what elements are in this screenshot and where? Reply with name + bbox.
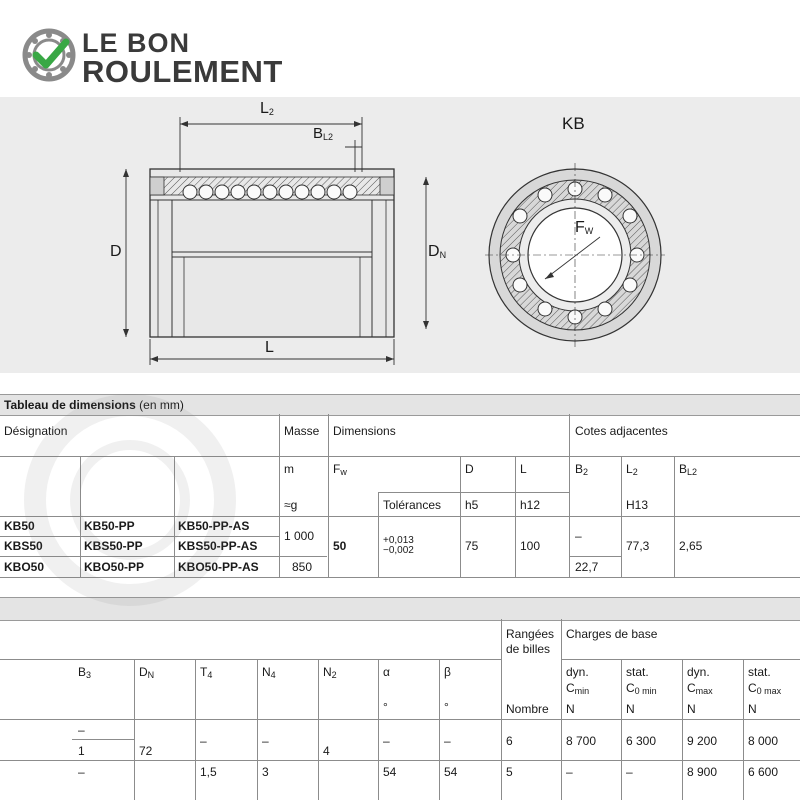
table-cell: – — [626, 765, 633, 779]
table-cell: 1 — [78, 744, 85, 758]
unit-h13: H13 — [626, 498, 649, 512]
table-cell: +0,013 — [383, 535, 414, 546]
col-dyn-min: dyn. — [566, 665, 589, 679]
table-cell: KBS50-PP-AS — [178, 539, 258, 553]
unit-g: ≈g — [284, 498, 298, 512]
unit-n: N — [748, 702, 757, 716]
table-cell: KBO50 — [4, 560, 45, 574]
col-dyn-max: dyn. — [687, 665, 710, 679]
table-cell: 50 — [333, 539, 347, 553]
table-cell: 100 — [520, 539, 541, 553]
col-b3: $B_3$ — [78, 665, 92, 680]
table-cell: 850 — [292, 560, 313, 574]
col-rangees-2: de billes — [506, 642, 551, 656]
table-cell: – — [444, 734, 451, 748]
table-cell: 1 000 — [284, 529, 315, 543]
col-beta: β — [444, 665, 451, 679]
table-cell: – — [566, 765, 573, 779]
col-c0min: $C_{0 min}$ — [626, 681, 657, 696]
table-cell: 2,65 — [679, 539, 703, 553]
unit-h12: h12 — [520, 498, 541, 512]
table-cell: KB50-PP-AS — [178, 519, 250, 533]
col-l: L — [520, 462, 527, 476]
label-d: D — [110, 243, 122, 260]
col-n2: $N_2$ — [323, 665, 337, 680]
col-cotes: Cotes adjacentes — [575, 424, 668, 438]
col-nombre: Nombre — [506, 702, 549, 716]
table-cell: 1,5 — [200, 765, 217, 779]
col-stat-max: stat. — [748, 665, 771, 679]
table-cell: KBS50-PP — [84, 539, 143, 553]
table-cell: – — [78, 723, 85, 737]
label-kb: KB — [562, 114, 585, 133]
table-cell: 3 — [262, 765, 269, 779]
brand-logo — [22, 26, 322, 89]
col-cmax: $C_{max}$ — [687, 681, 713, 696]
technical-drawing-panel — [0, 97, 800, 373]
bearing-check-icon — [22, 28, 76, 82]
table-cell: 54 — [444, 765, 458, 779]
col-cmin: $C_{min}$ — [566, 681, 590, 696]
table-cell: – — [262, 734, 269, 748]
table-cell: 5 — [506, 765, 513, 779]
table-cell: 9 200 — [687, 734, 718, 748]
col-rangees: Rangées — [506, 627, 555, 641]
col-designation: Désignation — [4, 424, 68, 438]
col-charges: Charges de base — [566, 627, 658, 641]
table-cell: 8 000 — [748, 734, 779, 748]
col-stat-min: stat. — [626, 665, 649, 679]
col-dimensions: Dimensions — [333, 424, 396, 438]
unit-n: N — [566, 702, 575, 716]
table-cell: KBS50 — [4, 539, 43, 553]
table-cell: −0,002 — [383, 545, 414, 556]
table-cell: KB50-PP — [84, 519, 135, 533]
unit-n: N — [687, 702, 696, 716]
table-cell: 6 — [506, 734, 513, 748]
unit-deg-beta: ° — [444, 700, 449, 714]
table-cell: 72 — [139, 744, 153, 758]
col-d: D — [465, 462, 474, 476]
table-cell: KBO50-PP-AS — [178, 560, 259, 574]
table-cell: – — [200, 734, 207, 748]
dimensions-table-title: Tableau de dimensions (en mm) — [4, 398, 184, 412]
col-dn: $D_N$ — [139, 665, 155, 680]
col-n4: $N_4$ — [262, 665, 276, 680]
col-c0max: $C_{0 max}$ — [748, 681, 782, 696]
table-cell: 77,3 — [626, 539, 650, 553]
col-m: m — [284, 462, 294, 476]
table-cell: – — [78, 765, 85, 779]
label-fw: $F_W$ — [575, 219, 594, 236]
table-cell: 8 900 — [687, 765, 718, 779]
col-l2: $L_2$ — [626, 462, 638, 477]
label-bl2: $B_{L2}$ — [313, 125, 334, 142]
linear-bearing-drawing — [0, 97, 800, 373]
brand-line-2: ROULEMENT — [82, 54, 283, 89]
dimensions-table-title-bar — [0, 394, 800, 416]
table-cell: 22,7 — [575, 560, 599, 574]
col-tolerances: Tolérances — [383, 498, 442, 512]
table-cell: 6 600 — [748, 765, 779, 779]
col-masse: Masse — [284, 424, 320, 438]
brand-line-1: LE BON — [82, 28, 191, 58]
unit-h5: h5 — [465, 498, 479, 512]
col-b2: $B_2$ — [575, 462, 589, 477]
table-cell: 54 — [383, 765, 397, 779]
table-cell: KB50 — [4, 519, 35, 533]
table-cell: 4 — [323, 744, 330, 758]
unit-n: N — [626, 702, 635, 716]
label-dn: $D_N$ — [428, 243, 447, 260]
label-l: L — [265, 339, 274, 356]
col-fw: $F_w$ — [333, 462, 347, 477]
unit-deg-alpha: ° — [383, 700, 388, 714]
table-cell: 8 700 — [566, 734, 597, 748]
label-l2: $L_2$ — [260, 100, 274, 117]
table-cell: – — [383, 734, 390, 748]
col-alpha: α — [383, 665, 390, 679]
table-cell: – — [575, 529, 582, 543]
table-cell: KBO50-PP — [84, 560, 145, 574]
secondary-table-title-bar — [0, 597, 800, 621]
col-bl2: $B_{L2}$ — [679, 462, 698, 477]
table-cell: 6 300 — [626, 734, 657, 748]
table-cell: 75 — [465, 539, 479, 553]
col-t4: $T_4$ — [200, 665, 213, 680]
